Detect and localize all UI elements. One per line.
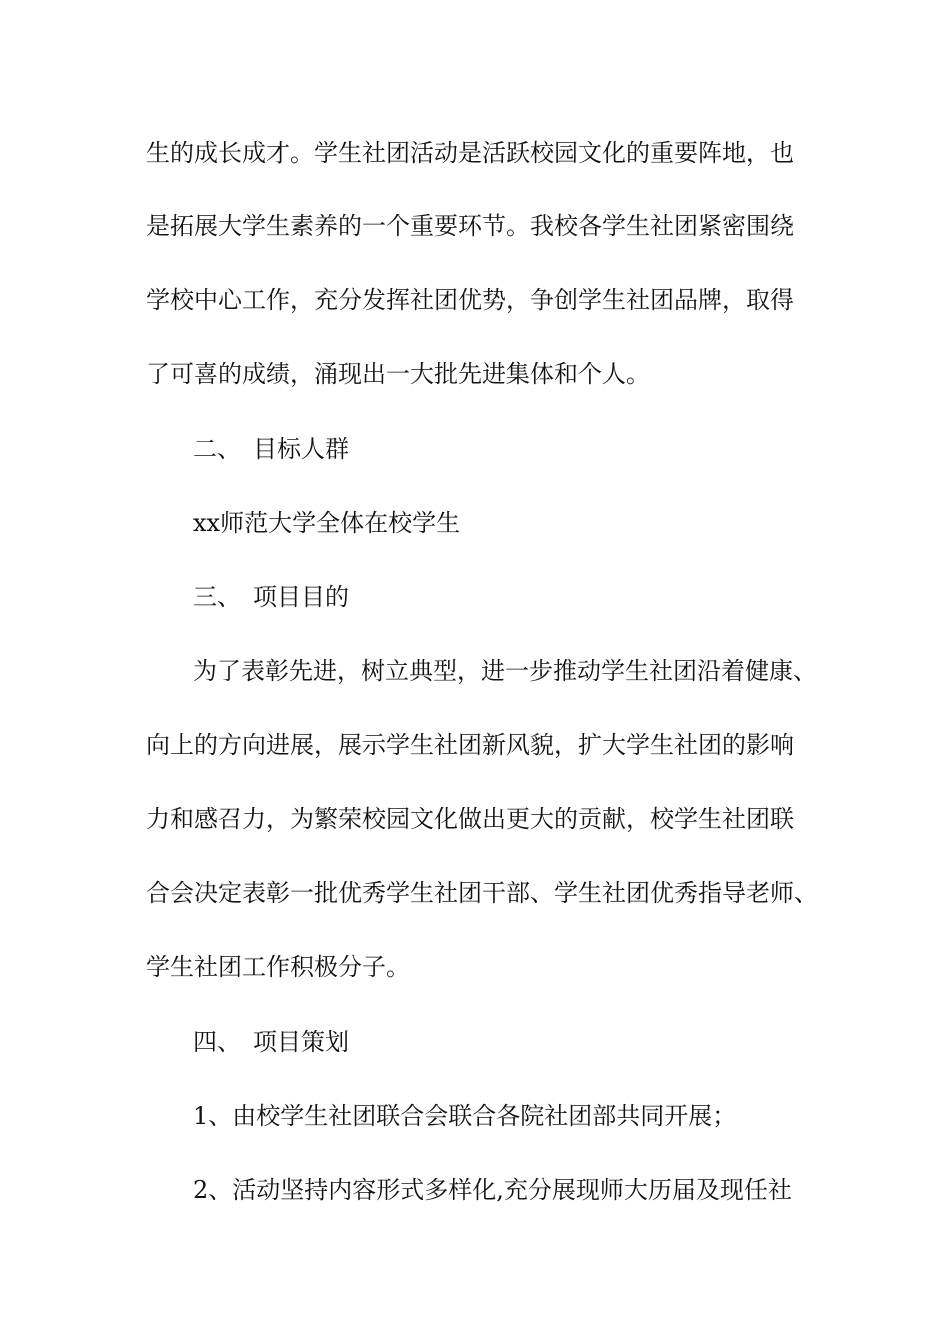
paragraph-line: 为了表彰先进，树立典型，进一步推动学生社团沿着健康、: [193, 657, 817, 685]
section-number: 四、: [193, 1028, 241, 1056]
paragraph-line: 生的成长成才。学生社团活动是活跃校园文化的重要阵地，也: [146, 139, 794, 167]
section-heading-3: [193, 582, 349, 612]
plan-item: 2、活动坚持内容形式多样化,充分展现师大历届及现任社: [193, 1176, 792, 1204]
plan-item: 1、由校学生社团联合会联合各院社团部共同开展；: [193, 1102, 737, 1130]
paragraph-line: 了可喜的成绩，涌现出一大批先进集体和个人。: [146, 360, 650, 388]
section-heading-4: [193, 1027, 349, 1057]
section-title: 项目目的: [253, 583, 349, 611]
section-title: 目标人群: [253, 435, 349, 463]
paragraph-line: 向上的方向进展，展示学生社团新风貌，扩大学生社团的影响: [146, 731, 794, 759]
section-heading-2: [193, 434, 349, 464]
section-number: 三、: [193, 583, 241, 611]
section-number: 二、: [193, 435, 241, 463]
paragraph-line: 力和感召力，为繁荣校园文化做出更大的贡献，校学生社团联: [146, 805, 794, 833]
paragraph-line: 合会决定表彰一批优秀学生社团干部、学生社团优秀指导老师、: [146, 879, 818, 907]
paragraph-line: 学校中心工作，充分发挥社团优势，争创学生社团品牌，取得: [146, 286, 794, 314]
paragraph-line: 学生社团工作积极分子。: [146, 953, 410, 981]
section-title: 项目策划: [253, 1028, 349, 1056]
target-audience-text: xx师范大学全体在校学生: [193, 509, 461, 537]
paragraph-line: 是拓展大学生素养的一个重要环节。我校各学生社团紧密围绕: [146, 212, 794, 240]
